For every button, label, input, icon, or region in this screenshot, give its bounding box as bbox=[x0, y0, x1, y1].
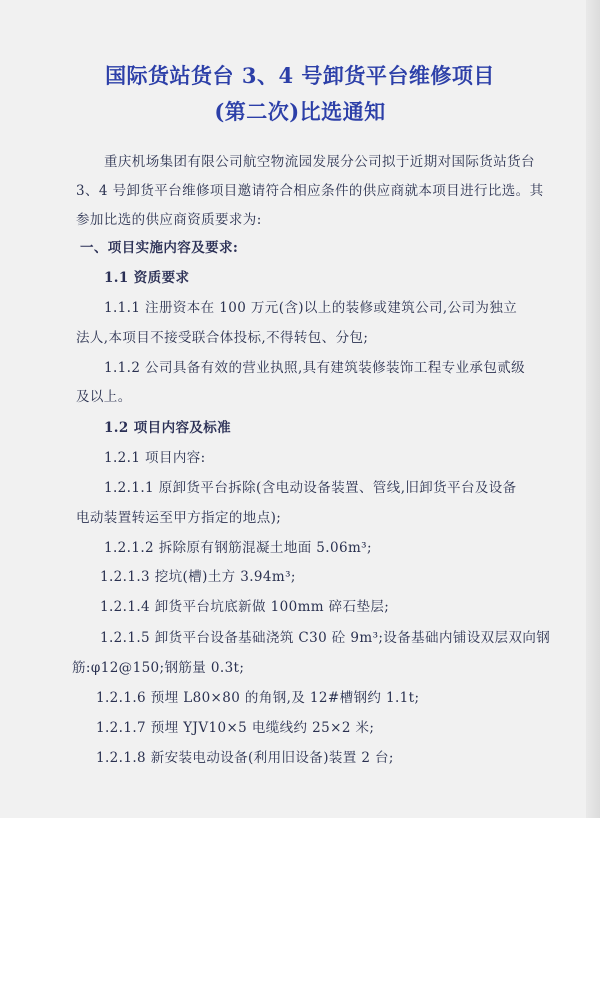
item-1-2-1-5-line-1: 1.2.1.5 卸货平台设备基础浇筑 C30 砼 9m³;设备基础内铺设双层双向钢 bbox=[100, 630, 551, 646]
item-1-2-1-1-line-2: 电动装置转运至甲方指定的地点); bbox=[76, 510, 282, 526]
item-1-2-1-6: 1.2.1.6 预埋 L80×80 的角钢,及 12#槽钢约 1.1t; bbox=[96, 690, 420, 706]
section-1-2-heading: 1.2 项目内容及标准 bbox=[104, 420, 232, 436]
item-1-2-1-3: 1.2.1.3 挖坑(槽)土方 3.94m³; bbox=[100, 569, 296, 585]
intro-line-3: 参加比选的供应商资质要求为: bbox=[76, 212, 262, 228]
section-1-1-heading: 1.1 资质要求 bbox=[104, 270, 190, 286]
document-title-line2: (第二次)比选通知 bbox=[214, 99, 386, 124]
clause-1-1-1-line-2: 法人,本项目不接受联合体投标,不得转包、分包; bbox=[76, 330, 369, 346]
clause-1-1-2-line-1: 1.1.2 公司具备有效的营业执照,具有建筑装修装饰工程专业承包贰级 bbox=[104, 360, 526, 376]
intro-line-1: 重庆机场集团有限公司航空物流园发展分公司拟于近期对国际货站货台 bbox=[104, 154, 535, 170]
item-1-2-1-2: 1.2.1.2 拆除原有钢筋混凝土地面 5.06m³; bbox=[104, 540, 372, 556]
item-1-2-1-5-line-2: 筋:φ12@150;钢筋量 0.3t; bbox=[72, 660, 245, 676]
clause-1-2-1: 1.2.1 项目内容: bbox=[104, 450, 206, 466]
item-1-2-1-7: 1.2.1.7 预埋 YJV10×5 电缆线约 25×2 米; bbox=[96, 720, 375, 736]
intro-line-2: 3、4 号卸货平台维修项目邀请符合相应条件的供应商就本项目进行比选。其 bbox=[76, 183, 544, 199]
clause-1-1-2-line-2: 及以上。 bbox=[76, 389, 132, 405]
item-1-2-1-8: 1.2.1.8 新安装电动设备(利用旧设备)装置 2 台; bbox=[96, 750, 394, 766]
clause-1-1-1-line-1: 1.1.1 注册资本在 100 万元(含)以上的装修或建筑公司,公司为独立 bbox=[104, 300, 518, 316]
item-1-2-1-1-line-1: 1.2.1.1 原卸货平台拆除(含电动设备装置、管线,旧卸货平台及设备 bbox=[104, 480, 517, 496]
blank-area bbox=[0, 818, 600, 988]
document-title-line1: 国际货站货台 3、4 号卸货平台维修项目 bbox=[105, 63, 495, 88]
item-1-2-1-4: 1.2.1.4 卸货平台坑底新做 100mm 碎石垫层; bbox=[100, 599, 390, 615]
section-1-heading: 一、项目实施内容及要求: bbox=[80, 240, 239, 256]
